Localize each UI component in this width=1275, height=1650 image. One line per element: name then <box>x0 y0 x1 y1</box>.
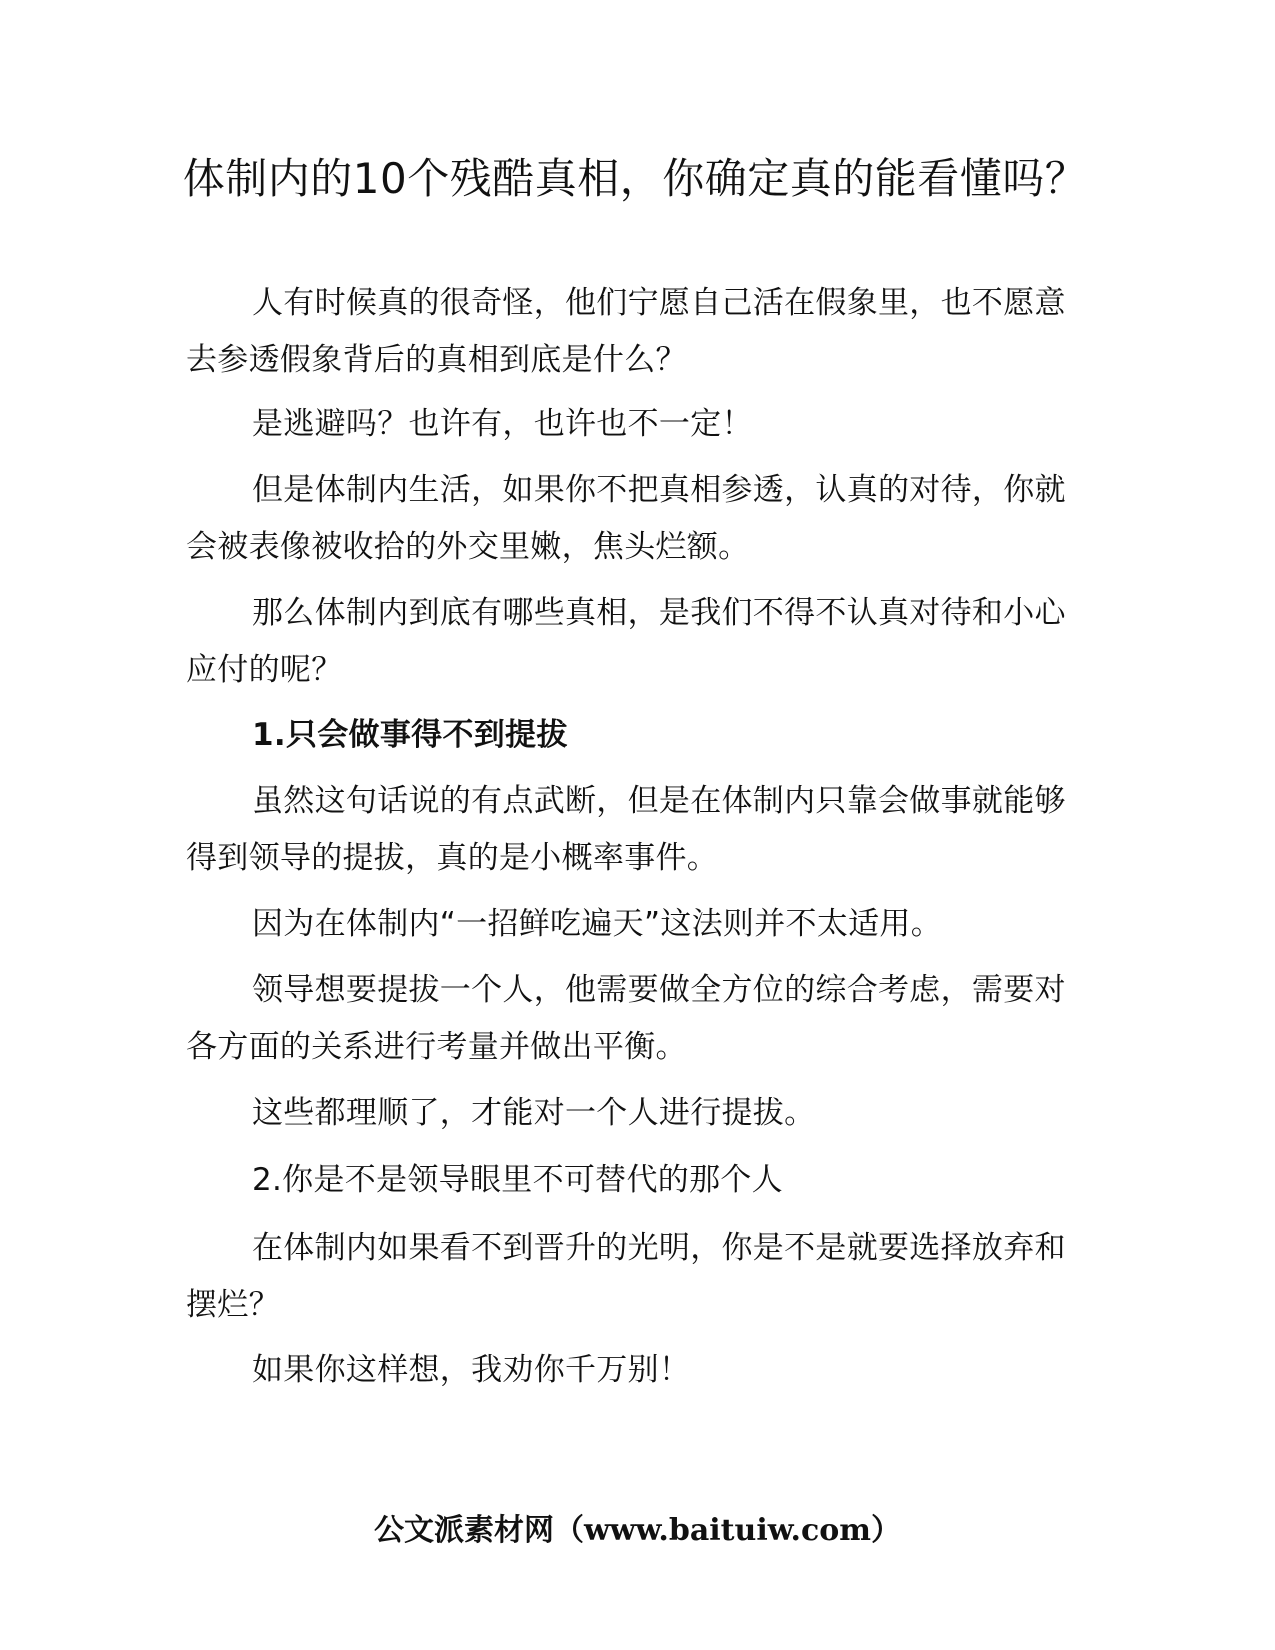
paragraph-question: 那么体制内到底有哪些真相，是我们不得不认真对待和小心应付的呢？ <box>186 595 1066 688</box>
paragraph-section1-d: 这些都理顺了，才能对一个人进行提拔。 <box>252 1095 816 1131</box>
paragraph-section1-c: 领导想要提拔一个人，他需要做全方位的综合考虑，需要对各方面的关系进行考量并做出平衡。 <box>186 972 1066 1065</box>
paragraph-escape: 是逃避吗？也许有，也许也不一定！ <box>252 406 753 442</box>
footer-source: 公文派素材网（www.baituiw.com） <box>373 1513 902 1548</box>
section-heading-1: 1.只会做事得不到提拔 <box>252 717 568 753</box>
section-heading-2: 2.你是不是领导眼里不可替代的那个人 <box>252 1162 783 1198</box>
paragraph-section2-b: 如果你这样想，我劝你千万别！ <box>252 1352 691 1388</box>
paragraph-system-life: 但是体制内生活，如果你不把真相参透，认真的对待，你就会被表像被收拾的外交里嫩，焦头烂额。 <box>186 472 1066 565</box>
paragraph-section1-b: 因为在体制内“一招鲜吃遍天”这法则并不太适用。 <box>252 906 943 942</box>
article-title: 体制内的10个残酷真相，你确定真的能看懂吗？ <box>182 154 1088 203</box>
paragraph-section2-a: 在体制内如果看不到晋升的光明，你是不是就要选择放弃和摆烂？ <box>186 1230 1066 1323</box>
paragraph-section1-a: 虽然这句话说的有点武断，但是在体制内只靠会做事就能够得到领导的提拔，真的是小概率事件。 <box>186 783 1066 876</box>
paragraph-intro: 人有时候真的很奇怪，他们宁愿自己活在假象里，也不愿意去参透假象背后的真相到底是什么？ <box>186 285 1066 378</box>
